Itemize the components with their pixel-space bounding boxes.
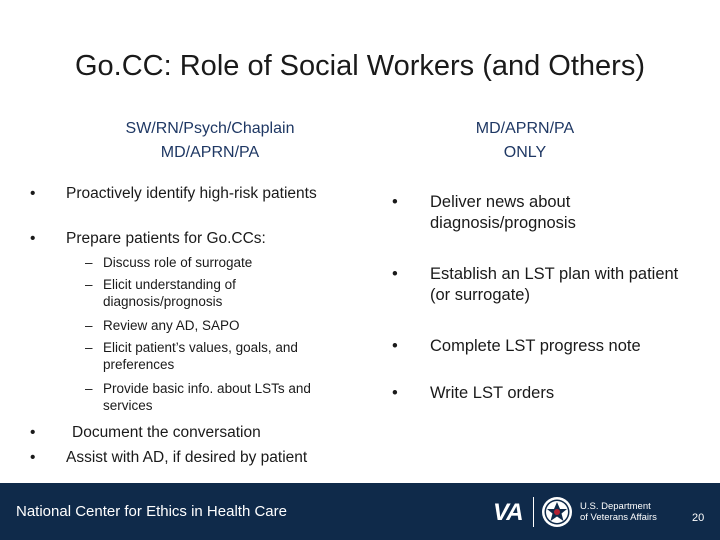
left-bullet-item bbox=[30, 424, 360, 442]
right-header-line-1: MD/APRN/PA bbox=[475, 120, 575, 137]
dash-marker: – bbox=[85, 381, 93, 396]
bullet-marker: • bbox=[30, 185, 36, 202]
right-bullet-item bbox=[392, 336, 692, 357]
left-bullet-text: Document the conversation bbox=[72, 424, 261, 441]
left-sub-bullet-item bbox=[85, 255, 350, 272]
right-bullet-item bbox=[392, 383, 692, 404]
right-header-line-2: ONLY bbox=[503, 144, 547, 161]
left-sub-bullet-item bbox=[85, 318, 350, 335]
footer-text: National Center for Ethics in Health Care bbox=[16, 503, 287, 520]
logo-divider bbox=[533, 497, 534, 527]
slide-title: Go.CC: Role of Social Workers (and Others) bbox=[75, 50, 645, 82]
left-bullet-text: Prepare patients for Go.CCs: bbox=[66, 230, 266, 247]
bullet-marker: • bbox=[30, 449, 36, 466]
left-sub-bullet-item bbox=[85, 340, 350, 373]
left-sub-bullet-text: Review any AD, SAPO bbox=[103, 318, 240, 333]
left-bullet-item bbox=[30, 230, 360, 248]
left-sub-bullet-item bbox=[85, 277, 350, 310]
dept-name-line-1: U.S. Department bbox=[580, 501, 651, 512]
left-bullet-text: Proactively identify high-risk patients bbox=[66, 185, 317, 202]
left-bullet-text: Assist with AD, if desired by patient bbox=[66, 449, 308, 466]
left-header-line-2: MD/APRN/PA bbox=[160, 144, 260, 161]
left-sub-bullet-item bbox=[85, 381, 350, 414]
left-sub-bullet-text: Elicit patient’s values, goals, and preferences bbox=[103, 340, 298, 372]
dash-marker: – bbox=[85, 318, 93, 333]
right-bullet-text: Complete LST progress note bbox=[430, 337, 641, 355]
bullet-marker: • bbox=[392, 337, 398, 355]
left-column-header bbox=[60, 117, 360, 165]
left-bullet-item bbox=[30, 449, 360, 467]
left-header-line-1: SW/RN/Psych/Chaplain bbox=[125, 120, 295, 137]
bullet-marker: • bbox=[392, 384, 398, 402]
bullet-marker: • bbox=[30, 424, 36, 441]
right-bullet-text: Deliver news about diagnosis/prognosis bbox=[430, 193, 576, 232]
left-sub-bullet-text: Discuss role of surrogate bbox=[103, 255, 253, 270]
right-bullet-item bbox=[392, 192, 692, 234]
dept-name-line-2: of Veterans Affairs bbox=[580, 512, 657, 523]
left-bullet-item bbox=[30, 185, 360, 203]
dash-marker: – bbox=[85, 277, 93, 292]
left-sub-bullet-text: Provide basic info. about LSTs and services bbox=[103, 381, 311, 413]
page-number: 20 bbox=[692, 512, 705, 524]
bullet-marker: • bbox=[392, 193, 398, 211]
right-bullet-text: Establish an LST plan with patient (or surrogate) bbox=[430, 265, 679, 304]
footer-bar bbox=[0, 483, 720, 540]
left-sub-bullet-text: Elicit understanding of diagnosis/prognosis bbox=[103, 277, 236, 309]
va-seal-icon bbox=[541, 496, 573, 528]
dash-marker: – bbox=[85, 340, 93, 355]
va-logo-text: VA bbox=[493, 499, 523, 526]
bullet-marker: • bbox=[30, 230, 36, 247]
right-column-header bbox=[390, 117, 660, 165]
bullet-marker: • bbox=[392, 265, 398, 283]
dash-marker: – bbox=[85, 255, 93, 270]
right-bullet-text: Write LST orders bbox=[430, 384, 555, 402]
right-bullet-item bbox=[392, 264, 692, 306]
